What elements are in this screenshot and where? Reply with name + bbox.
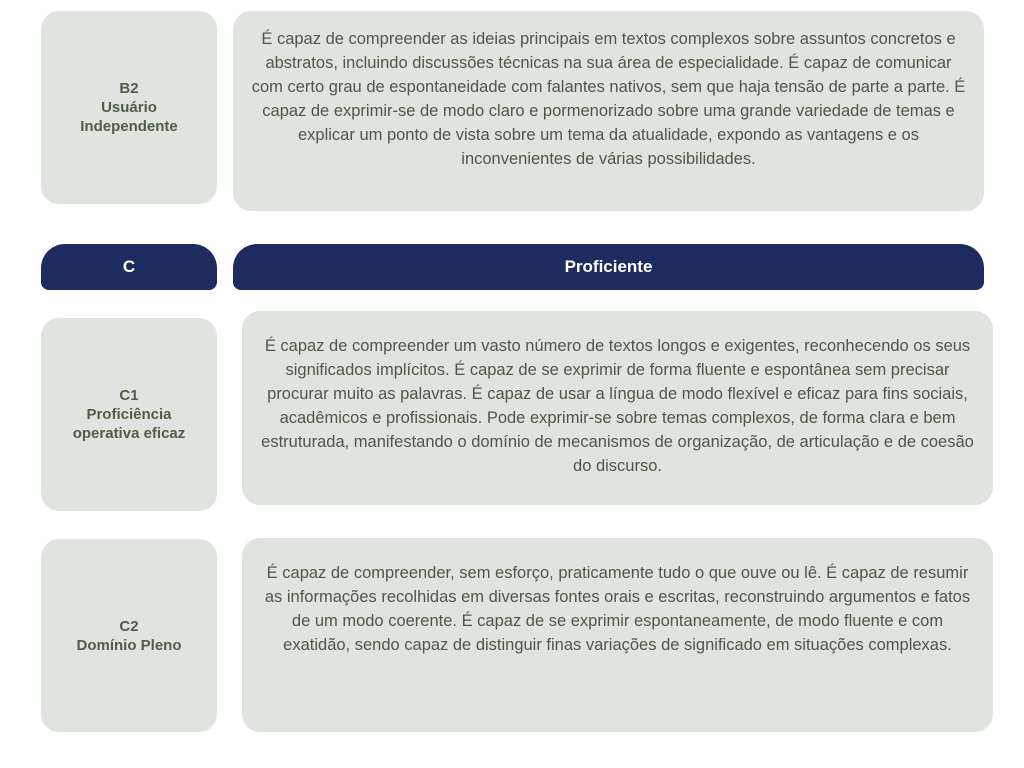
level-code: C2 [119,617,139,635]
level-name-line1: Proficiência [86,406,172,423]
level-name-line1: Domínio Pleno [76,636,182,654]
level-b2-description-box [233,11,984,211]
level-code: B2 [119,80,139,97]
level-c1-description-box [242,311,993,505]
level-description: É capaz de compreender as ideias principais em textos complexos sobre assuntos concretos e abstratos, incluindo discussões técnicas na sua área de especialidade. É capaz de comunicar com certo grau de espontaneidade com falantes nativos, sem que haja tensão de parte a parte. É capaz de exprimir-se de modo claro e pormenorizado sobre uma grande variedade de temas e explicar um ponto de vista sobre um tema da atualidade, expondo as vantagens e os inconvenientes de várias possibilidades. [251,30,966,168]
level-c2-description-box [242,538,993,732]
level-description: É capaz de compreender, sem esforço, praticamente tudo o que ouve ou lê. É capaz de resumir as informações recolhidas em diversas fontes orais e escritas, reconstruindo argumentos e fatos de um modo coerente. É capaz de se exprimir espontaneamente, de modo fluente e com exatidão, sendo capaz de distinguir finas variações de significado em situações complexas. [264,564,971,654]
level-c1-label [73,386,186,443]
level-description: É capaz de compreender um vasto número de textos longos e exigentes, reconhecendo os seus significados implícitos. É capaz de se exprimir de forma fluente e espontânea sem precisar procurar muito as palavras. É capaz de usar a língua de modo flexível e eficaz para fins sociais, acadêmicos e profissionais. Pode exprimir-se sobre temas complexos, de forma clara e bem estruturada, manifestando o domínio de mecanismos de organização, de articulação e de coesão do discurso. [261,337,974,475]
level-code: C1 [119,387,139,404]
level-name-line2: operativa eficaz [72,425,186,442]
level-name-line1: Usuário [101,99,157,116]
level-c1-label-box [41,318,217,511]
level-b2-label [80,79,178,136]
level-b2-label-box [41,11,217,204]
group-header-code: C [41,244,217,290]
level-c2-label-box [41,539,217,732]
level-name-line2: Independente [80,118,178,135]
level-c2-label [77,617,182,655]
group-header-title: Proficiente [233,244,984,290]
